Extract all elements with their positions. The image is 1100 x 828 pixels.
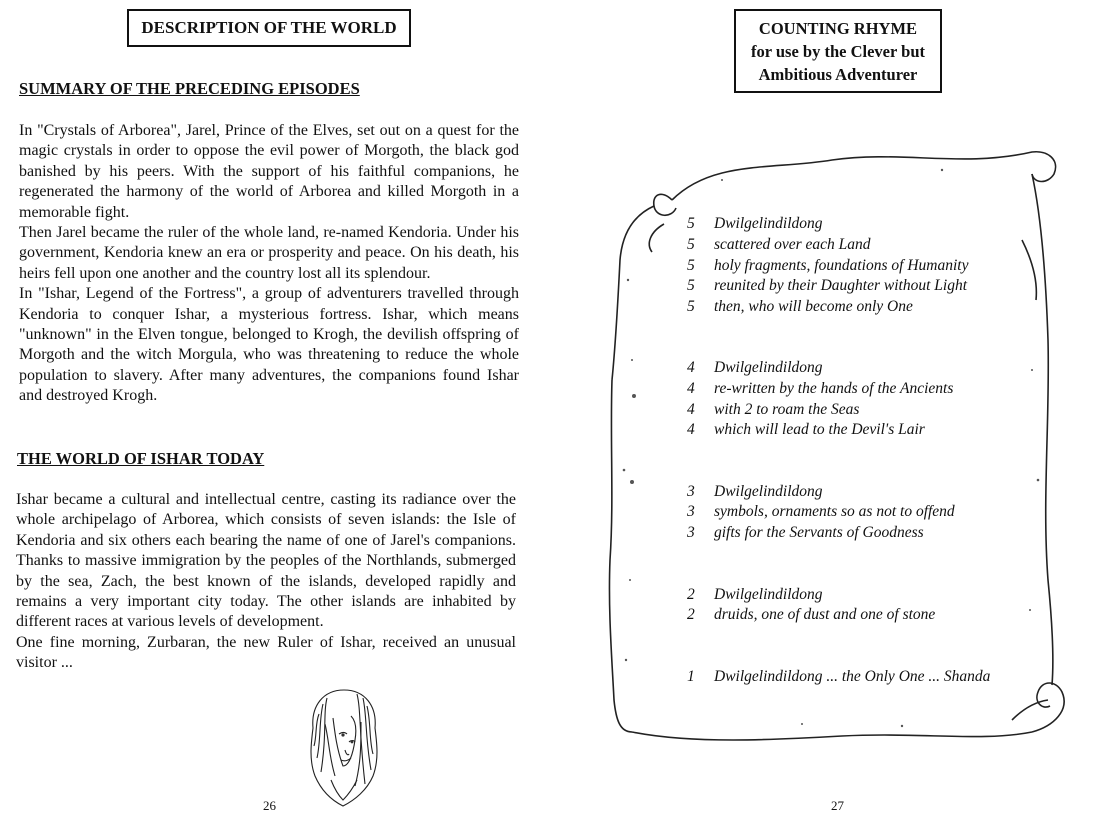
page-title: DESCRIPTION OF THE WORLD bbox=[127, 9, 411, 47]
rhyme-line: 5 reunited by their Daughter without Light bbox=[687, 277, 968, 294]
rhyme-line: 5 scattered over each Land bbox=[687, 236, 871, 253]
rhyme-line: 4 re-written by the hands of the Ancients bbox=[687, 380, 954, 397]
world-heading: THE WORLD OF ISHAR TODAY bbox=[17, 449, 265, 468]
title-line: COUNTING RHYME bbox=[758, 18, 918, 38]
summary-paragraph: In "Ishar, Legend of the Fortress", a group of adventurers travelled through Kendoria to conquer Ishar, a mysterious fortress. Ishar, which means "unknown" in the Elven tongue, belonged to Krogh, the devilish offspring of Morgoth and the witch Morgula, who was threatening to reduce the whole population to slavery. After many adventures, the companions found Ishar and destroyed Krogh. bbox=[19, 285, 519, 405]
summary-text bbox=[19, 121, 519, 407]
rhyme-line: 4 with 2 to roam the Seas bbox=[687, 401, 860, 418]
rhyme-line: 5 holy fragments, foundations of Humanity bbox=[687, 257, 969, 274]
rhyme-line: 4 which will lead to the Devil's Lair bbox=[687, 421, 925, 438]
summary-paragraph: In "Crystals of Arborea", Jarel, Prince of the Elves, set out on a quest for the magic crystals in order to oppose the evil power of Morgoth, the black god banished by his peers. With the support of his faithful companions, he regenerated the harmony of the world of Arborea and killed Morgoth in a memorable fight. bbox=[19, 122, 519, 221]
rhyme-line: 5 then, who will become only One bbox=[687, 298, 913, 315]
rhyme-line: 3 Dwilgelindildong bbox=[687, 483, 823, 500]
elf-portrait-illustration bbox=[305, 684, 383, 810]
summary-heading: SUMMARY OF THE PRECEDING EPISODES bbox=[19, 79, 360, 98]
page-number: 26 bbox=[263, 798, 276, 813]
counting-rhyme-title bbox=[734, 9, 942, 93]
rhyme-line: 3 gifts for the Servants of Goodness bbox=[687, 524, 924, 541]
rhyme-line: 2 Dwilgelindildong bbox=[687, 586, 823, 603]
rhyme-line: 5 Dwilgelindildong bbox=[687, 215, 823, 232]
summary-paragraph: Then Jarel became the ruler of the whole land, re-named Kendoria. Under his government, Kendoria knew an era or prosperity and peace. On his death, his heirs fell upon one another and the country lost all its splendour. bbox=[19, 224, 519, 282]
title-line: Ambitious Adventurer bbox=[758, 64, 918, 84]
rhyme-line: 2 druids, one of dust and one of stone bbox=[687, 606, 936, 623]
rhyme-line: 4 Dwilgelindildong bbox=[687, 359, 823, 376]
rhyme-line: 1 Dwilgelindildong ... the Only One ... Shanda bbox=[687, 668, 991, 685]
rhyme-line: 3 symbols, ornaments so as not to offend bbox=[687, 503, 955, 520]
world-paragraph: Ishar became a cultural and intellectual centre, casting its radiance over the whole archipelago of Arborea, which consists of seven islands: the Isle of Kendoria and six others each bearing the name of one of Jarel's companions. Thanks to massive immigration by the peoples of the Northlands, submerged by the sea, Zach, the best known of the islands, developed rapidly and remains a very important city today. The other islands are inhabited by different races at various levels of development. bbox=[16, 491, 516, 631]
world-text bbox=[16, 490, 516, 674]
right-page bbox=[550, 0, 1100, 828]
title-line: for use by the Clever but bbox=[750, 41, 925, 61]
page-number: 27 bbox=[831, 798, 844, 813]
world-paragraph: One fine morning, Zurbaran, the new Ruler of Ishar, received an unusual visitor ... bbox=[16, 633, 516, 672]
